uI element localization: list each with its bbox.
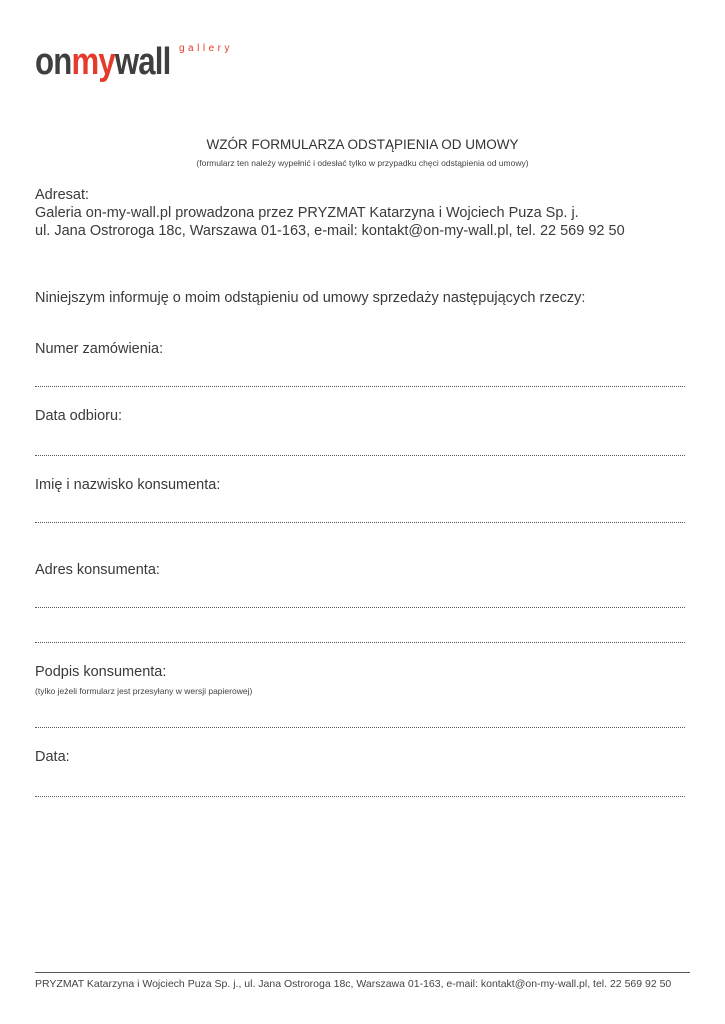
date-line[interactable] (35, 796, 685, 797)
logo-part-on: on (35, 41, 72, 83)
consumer-address-line-2[interactable] (35, 642, 685, 643)
consumer-address-label: Adres konsumenta: (35, 562, 160, 578)
date-label: Data: (35, 749, 70, 765)
addressee-line-1: Galeria on-my-wall.pl prowadzona przez PRYZMAT Katarzyna i Wojciech Puza Sp. j. (35, 205, 579, 221)
logo-part-wall: wall (114, 41, 171, 83)
order-number-line[interactable] (35, 386, 685, 387)
form-subtitle: (formularz ten należy wypełnić i odesłać tylko w przypadku chęci odstąpienia od umowy) (196, 158, 529, 168)
consumer-name-line[interactable] (35, 522, 685, 523)
footer-text: PRYZMAT Katarzyna i Wojciech Puza Sp. j., ul. Jana Ostroroga 18c, Warszawa 01-163, e-mail: kontakt@on-my-wall.pl, tel. 22 569 92 50 (35, 978, 672, 990)
signature-line[interactable] (35, 727, 685, 728)
form-title: WZÓR FORMULARZA ODSTĄPIENIA OD UMOWY (206, 137, 519, 152)
logo-gallery-label: gallery (179, 43, 233, 54)
logo-part-my: my (71, 41, 115, 83)
addressee-heading: Adresat: (35, 187, 89, 203)
pickup-date-line[interactable] (35, 455, 685, 456)
signature-note: (tylko jeżeli formularz jest przesyłany w wersji papierowej) (35, 686, 253, 696)
addressee-line-2: ul. Jana Ostroroga 18c, Warszawa 01-163, e-mail: kontakt@on-my-wall.pl, tel. 22 569 92 50 (35, 223, 625, 239)
logo-wordmark (35, 40, 170, 84)
pickup-date-label: Data odbioru: (35, 408, 123, 424)
footer-divider (35, 972, 690, 973)
consumer-name-label: Imię i nazwisko konsumenta: (35, 477, 221, 493)
addressee-block (35, 186, 625, 240)
intro-statement: Niniejszym informuję o moim odstąpieniu od umowy sprzedaży następujących rzeczy: (35, 290, 586, 306)
order-number-label: Numer zamówienia: (35, 341, 164, 357)
consumer-address-line-1[interactable] (35, 607, 685, 608)
signature-label: Podpis konsumenta: (35, 664, 167, 680)
